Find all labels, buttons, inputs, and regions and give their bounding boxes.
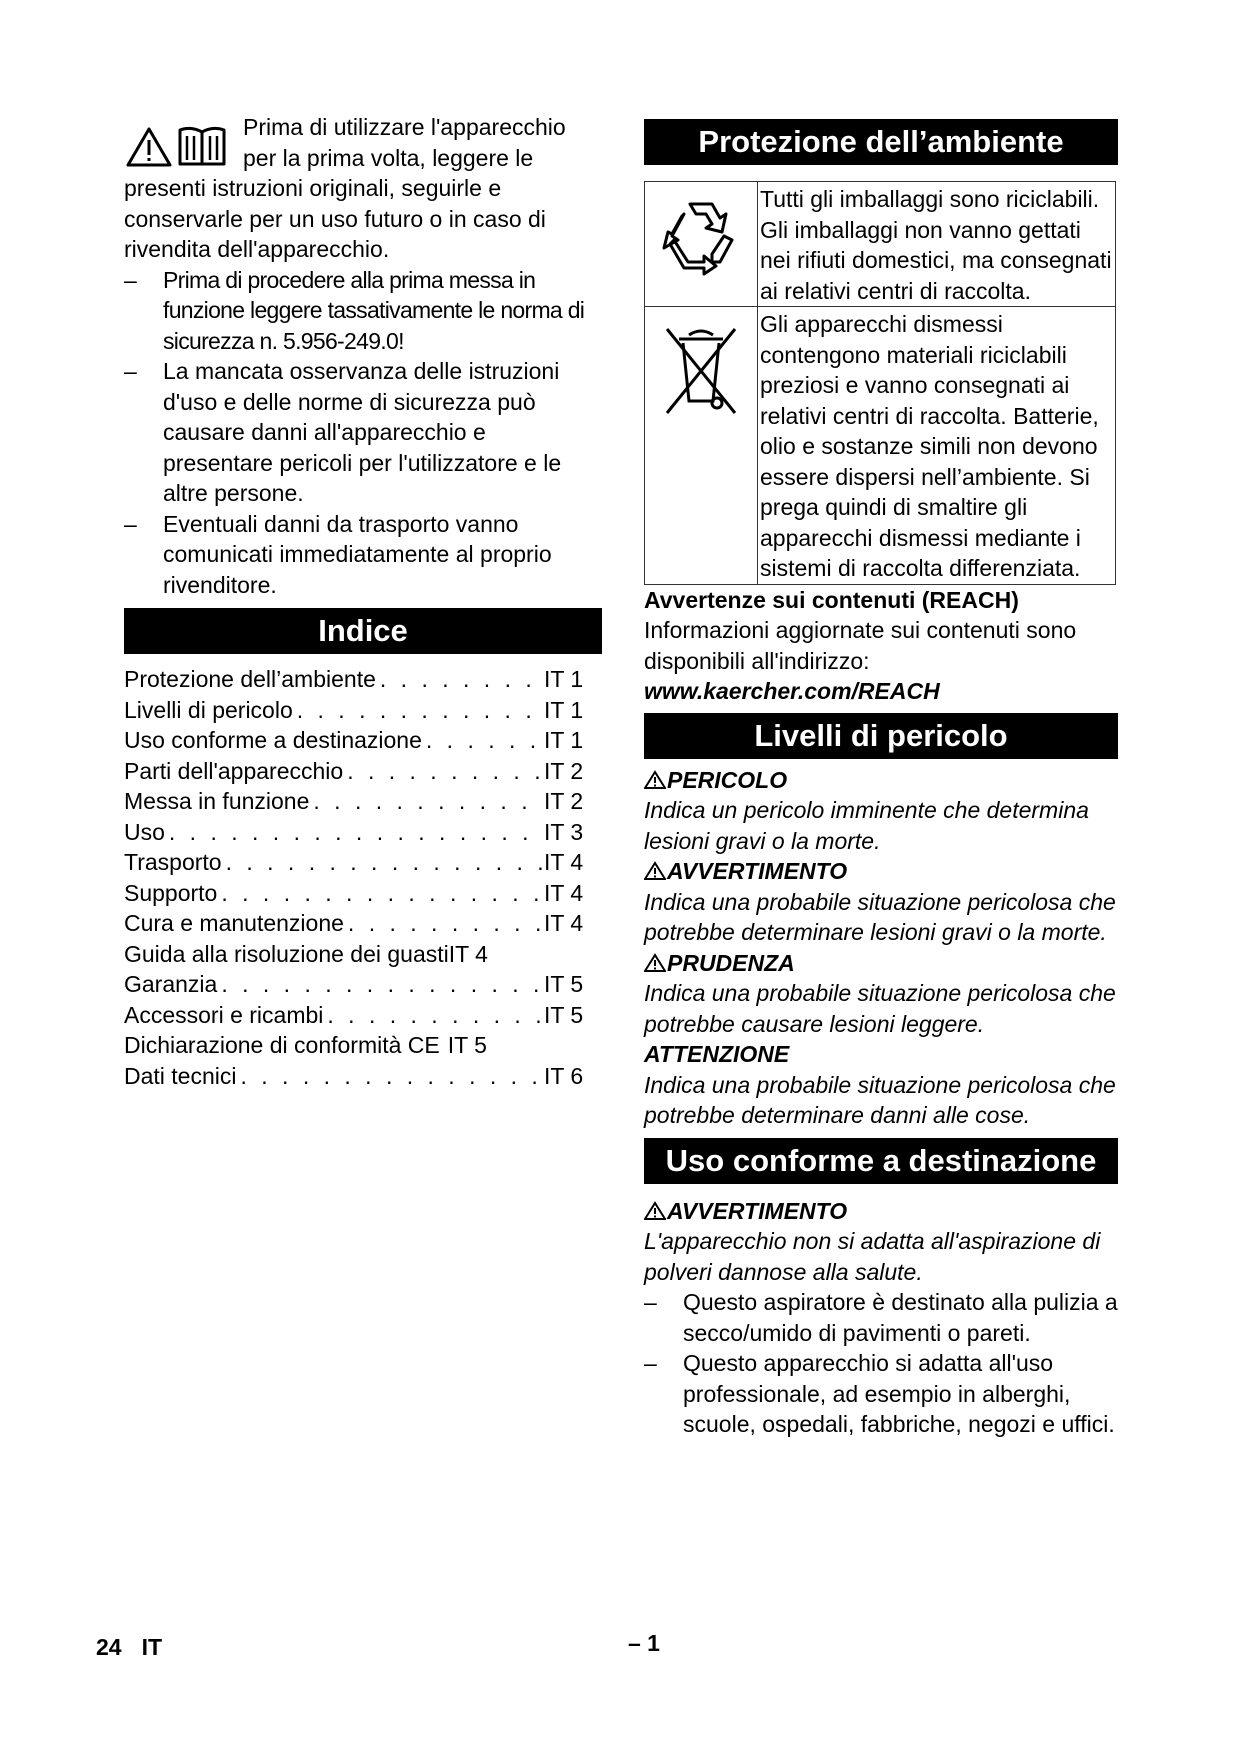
section-page-number: – 1 [628, 1630, 660, 1656]
toc-entry[interactable]: Protezione dell’ambiente . . . IT 1 [124, 664, 602, 695]
toc-entry[interactable]: Cura e manutenzione . . . IT 4 [124, 908, 602, 939]
toc-entry[interactable]: Livelli di pericolo . . . IT 1 [124, 695, 602, 726]
toc-entry[interactable]: Accessori e ricambi . . . IT 5 [124, 1000, 602, 1031]
table-of-contents [124, 664, 602, 1091]
page-number: 24 [96, 1634, 122, 1660]
toc-entry[interactable]: Garanzia . . . IT 5 [124, 969, 602, 1000]
environment-heading: Protezione dell’ambiente [644, 119, 1118, 165]
weee-cell [645, 307, 758, 585]
intro-lead-text: Prima di utilizzare l'apparecchio per la prima volta, leggere le [243, 114, 566, 171]
weee-text: Gli apparecchi dismessi contengono materiali riciclabili preziosi e vanno consegnati ai relativi centri di raccolta. Batterie, olio e sostanze simili non devono essere dispersi nell’ambiente. Si prega quindi di smaltire gli apparecchi dismessi mediante i sistemi di raccolta differenziata. [758, 307, 1116, 585]
danger-level-item [644, 1039, 1118, 1131]
danger-level-label: PERICOLO [644, 765, 1118, 796]
intro-block [124, 112, 602, 173]
toc-entry[interactable]: Supporto . . . IT 4 [124, 878, 602, 909]
recycle-icon [654, 190, 748, 284]
intro-body-text: presenti istruzioni originali, seguirle e conservarle per un uso futuro o in caso di rivendita dell'apparecchio. [124, 175, 546, 262]
danger-levels-heading: Livelli di pericolo [644, 713, 1118, 759]
danger-level-item [644, 765, 1118, 857]
index-heading: Indice [124, 608, 602, 654]
danger-level-text: Indica una probabile situazione pericolosa che potrebbe determinare lesioni gravi o la morte. [644, 888, 1116, 945]
use-bullet: – Questo aspiratore è destinato alla pulizia a secco/umido di pavimenti o pareti. [644, 1287, 1118, 1348]
language-code: IT [141, 1634, 163, 1660]
danger-level-item [644, 856, 1118, 948]
page-footer-left [96, 1632, 162, 1663]
intro-bullet: – Prima di procedere alla prima messa in funzione leggere tassativamente le norma di sicurezza n. 5.956-249.0! [124, 265, 602, 357]
environment-table [644, 181, 1116, 585]
intro-bullet: – Eventuali danni da trasporto vanno comunicati immediatamente al proprio rivenditore. [124, 509, 602, 601]
toc-entry[interactable]: Messa in funzione . . . IT 2 [124, 786, 602, 817]
toc-entry[interactable]: Trasporto . . . IT 4 [124, 847, 602, 878]
manual-book-icon [176, 124, 228, 168]
toc-entry[interactable]: Parti dell'apparecchio . . . IT 2 [124, 756, 602, 787]
warning-triangle-icon [644, 1201, 666, 1221]
table-row [645, 307, 1116, 585]
right-column [644, 119, 1118, 1440]
toc-entry[interactable]: Guida alla risoluzione dei guasti IT 4 [124, 940, 488, 967]
warning-triangle-icon [644, 861, 666, 881]
intended-use-heading: Uso conforme a destinazione [644, 1138, 1118, 1184]
danger-level-label: PRUDENZA [644, 948, 1118, 979]
danger-level-label: AVVERTIMENTO [644, 856, 1118, 887]
danger-level-label: ATTENZIONE [644, 1041, 790, 1067]
danger-level-text: Indica una probabile situazione pericolosa che potrebbe determinare danni alle cose. [644, 1071, 1116, 1128]
danger-level-text: Indica una probabile situazione pericolosa che potrebbe causare lesioni leggere. [644, 980, 1116, 1037]
warning-triangle-icon [644, 770, 666, 790]
warning-triangle-icon [126, 126, 172, 168]
danger-level-text: Indica un pericolo imminente che determina lesioni gravi o la morte. [644, 797, 1089, 854]
recycle-text: Tutti gli imballaggi sono riciclabili. Gli imballaggi non vanno gettati nei rifiuti domestici, ma consegnati ai relativi centri di raccolta. [758, 182, 1116, 307]
use-bullet: – Questo apparecchio si adatta all'uso professionale, ad esempio in alberghi, scuole, ospedali, fabbriche, negozi e uffici. [644, 1348, 1118, 1440]
toc-entry[interactable]: Uso conforme a destinazione . . . IT 1 [124, 725, 602, 756]
reach-url-link[interactable]: www.kaercher.com/REACH [644, 678, 940, 704]
toc-entry[interactable]: Uso . . . IT 3 [124, 817, 602, 848]
intro-icons [126, 124, 228, 168]
warning-triangle-icon [644, 953, 666, 973]
crossed-out-bin-icon [661, 323, 741, 419]
use-warning-text: L'apparecchio non si adatta all'aspirazione di polveri dannose alla salute. [644, 1228, 1101, 1285]
table-row [645, 182, 1116, 307]
reach-heading: Avvertenze sui contenuti (REACH) [644, 586, 1019, 613]
toc-entry[interactable]: Dichiarazione di conformità CE IT 5 [124, 1032, 487, 1058]
intro-bullet: – La mancata osservanza delle istruzioni d'uso e delle norme di sicurezza può causare danni all'apparecchio e presentare pericoli per l'utilizzatore e le altre persone. [124, 356, 602, 509]
recycle-cell [645, 182, 758, 307]
danger-level-item [644, 948, 1118, 1040]
use-warning-label: AVVERTIMENTO [644, 1196, 1118, 1227]
reach-text: Informazioni aggiornate sui contenuti sono disponibili all'indirizzo: [644, 617, 1077, 674]
left-column [124, 112, 602, 1091]
toc-entry[interactable]: Dati tecnici . . . IT 6 [124, 1061, 602, 1092]
